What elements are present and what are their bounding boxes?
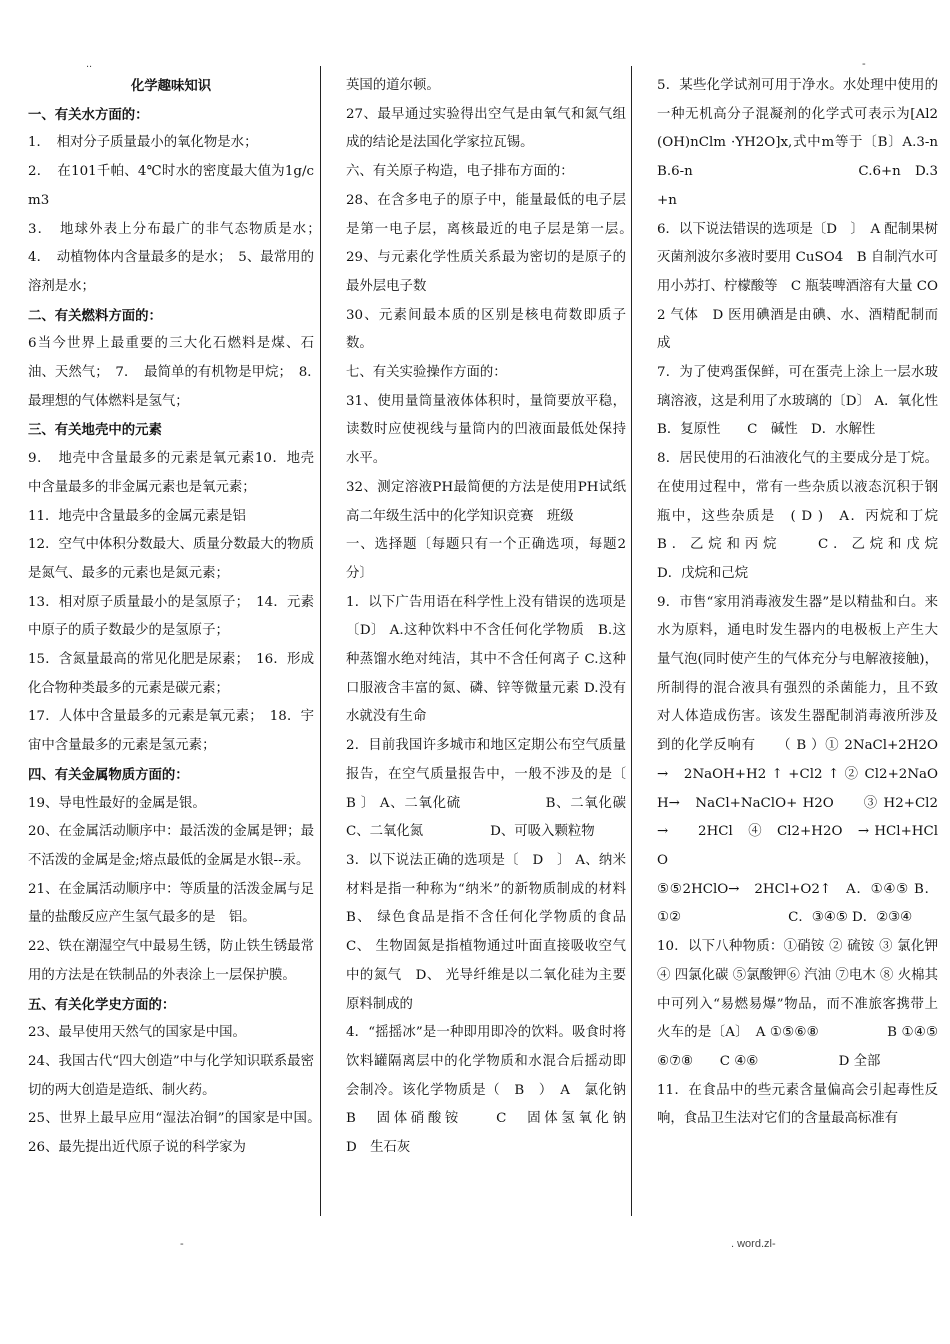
column-divider-left xyxy=(320,66,321,1216)
column-divider-right xyxy=(631,66,632,1216)
paragraph: 10．以下八种物质：①硝铵 ② 硫铵 ③ 氯化钾 ④ 四氯化碳 ⑤氯酸钾⑥ 汽油 ⑦电木 ⑧ 火棉其中可列入“易燃易爆”物品，而不准旅客携带上火车的是〔A〕 A ①⑤⑥⑧ B ①④⑤⑥⑦⑧ C ④⑥ D 全部 xyxy=(657,939,938,1069)
paragraph: 19、导电性最好的金属是银。 xyxy=(28,795,206,811)
paragraph: 22、铁在潮湿空气中最易生锈，防止铁生锈最常用的方法是在铁制品的外表涂上一层保护膜。 xyxy=(28,939,314,983)
paragraph: 8．居民使用的石油液化气的主要成分是丁烷。在使用过程中，常有一些杂质以液态沉积于钢瓶中，这些杂质是 ( D ) A．丙烷和丁烷 B．乙烷和丙烷 C．乙烷和戊烷 D．戊烷和己烷 xyxy=(657,451,938,581)
top-right-mark: - xyxy=(862,58,866,70)
paragraph: 一、选择题〔每题只有一个正确选项，每题2分〕 xyxy=(346,537,626,581)
paragraph: 21、在金属活动顺序中：等质量的活泼金属与足量的盐酸反应产生氢气最多的是 铝。 xyxy=(28,881,314,926)
paragraph: 11．地壳中含量最多的金属元素是铝 xyxy=(28,508,246,524)
paragraph: 2． 在101千帕、4℃时水的密度最大值为1g/cm3 xyxy=(28,164,314,208)
document-title: 化学趣味知识 xyxy=(130,78,212,94)
paragraph: 5．某些化学试剂可用于净水。水处理中使用的一种无机高分子混凝剂的化学式可表示为[Al2(OH)nClm ·YH2O]x,式中m等于〔B〕A.3-n B.6-n C.6+n D.3+n xyxy=(657,78,938,208)
paragraph: 20、在金属活动顺序中：最活泼的金属是钾；最不活泼的金属是金;熔点最低的金属是水银--汞。 xyxy=(28,824,314,868)
paragraph: 3．以下说法正确的选项是〔 D 〕 A、纳米材料是指一种称为“纳米”的新物质制成的材料 B、 绿色食品是指不含任何化学物质的食品 C、 生物固氮是指植物通过叶面直接吸收空气中的氮气 D、 光导纤维是以二氧化硅为主要原料制成的 xyxy=(346,852,626,1012)
paragraph: 4．“摇摇冰”是一种即用即冷的饮料。吸食时将饮料罐隔离层中的化学物质和水混合后摇动即会制冷。该化学物质是（ B ） A 氯化钠 B 固体硝酸铵 C 固体氢氧化钠 D 生石灰 xyxy=(346,1025,626,1156)
paragraph: 6当今世界上最重要的三大化石燃料是煤、石油、天然气； 7． 最简单的有机物是甲烷； 8． 最理想的气体燃料是氢气； xyxy=(28,336,314,409)
paragraph: 32、测定溶液PH最简便的方法是使用PH试纸 高二年级生活中的化学知识竞赛 班级 xyxy=(346,479,626,524)
right-text-column xyxy=(657,72,938,1220)
paragraph: 11．在食品中的些元素含量偏高会引起毒性反响，食品卫生法对它们的含量最高标准有 xyxy=(657,1082,938,1127)
footer-left-mark: - xyxy=(180,1238,184,1250)
section-heading: 二、有关燃料方面的： xyxy=(28,307,162,324)
paragraph: 7．为了使鸡蛋保鲜，可在蛋壳上涂上一层水玻璃溶液，这是利用了水玻璃的〔D〕 A．氧化性 B．复原性 C 碱性 D．水解性 xyxy=(657,365,938,438)
paragraph: 1．以下广告用语在科学性上没有错误的选项是〔D〕 A.这种饮料中不含任何化学物质 B.这种蒸馏水绝对纯洁，其中不含任何离子 C.这种口服液含丰富的氮、磷、锌等微量元素 D.没有水就没有生命 xyxy=(346,594,626,725)
paragraph: 1． 相对分子质量最小的氧化物是水； xyxy=(28,135,258,151)
paragraph: 2．目前我国许多城市和地区定期公布空气质量报告，在空气质量报告中，一般不涉及的是〔 B 〕 A、二氧化硫 B、二氧化碳 C、二氧化氮 D、可吸入颗粒物 xyxy=(346,738,626,840)
paragraph: 31、使用量筒量液体体积时，量筒要放平稳，读数时应使视线与量筒内的凹液面最低处保持水平。 xyxy=(346,393,626,467)
paragraph: 24、我国古代“四大创造”中与化学知识联系最密切的两大创造是造纸、制火药。 xyxy=(28,1053,314,1098)
section-heading: 五、有关化学史方面的： xyxy=(28,996,176,1013)
paragraph: 12．空气中体积分数最大、质量分数最大的物质是氮气、最多的元素也是氮元素； xyxy=(28,537,314,581)
top-left-mark: .. xyxy=(86,58,93,70)
paragraph: 17．人体中含量最多的元素是氧元素； 18．宇宙中含量最多的元素是氢元素； xyxy=(28,709,314,754)
section-heading: 四、有关金属物质方面的： xyxy=(28,766,189,783)
section-heading: 一、有关水方面的： xyxy=(28,106,149,123)
section-heading: 三、有关地壳中的元素 xyxy=(28,422,162,439)
paragraph: 六、有关原子构造，电子排布方面的： xyxy=(346,164,574,180)
paragraph: 3． 地球外表上分布最广的非气态物质是水； 4． 动植物体内含量最多的是水； 5、最常用的溶剂是水； xyxy=(28,221,314,294)
paragraph: 9． 地壳中含量最多的元素是氧元素10．地壳中含量最多的非金属元素也是氧元素； xyxy=(28,451,314,495)
paragraph: 15．含氮量最高的常见化肥是尿素； 16．形成化合物种类最多的元素是碳元素； xyxy=(28,652,314,696)
paragraph: 25、世界上最早应用“湿法冶铜”的国家是中国。 26、最先提出近代原子说的科学家为 xyxy=(28,1111,314,1156)
paragraph: ⑤⑤2HClO→ 2HCl+O2↑ A．①④⑤ B．①② C．③④⑤ D．②③④ xyxy=(657,881,938,926)
paragraph: 6．以下说法错误的选项是〔D 〕 A 配制果树灭菌剂波尔多液时要用 CuSO4 B 自制汽水可用小苏打、柠檬酸等 C 瓶装啤酒溶有大量 CO2 气体 D 医用碘酒是由碘、水、酒精配制而成 xyxy=(657,221,938,352)
paragraph: 30、元素间最本质的区别是核电荷数即质子数。 xyxy=(346,307,626,352)
paragraph: 9．市售“家用消毒液发生器”是以精盐和白。来水为原料，通电时发生器内的电极板上产生大量气泡(同时使产生的气体充分与电解液接触)，所制得的混合液具有强烈的杀菌能力，且不致对人体造成伤害。该发生器配制消毒液所涉及到的化学反响有 （ B ）① 2NaCl+2H2O → 2NaOH+H2 ↑ +Cl2 ↑ ② Cl2+2NaOH→ NaCl+NaClO+ H2O ③ H2+Cl2 → 2HCl ④ Cl2+H2O → HCl+HClO xyxy=(657,594,938,868)
paragraph: 英国的道尔顿。 xyxy=(346,78,440,93)
paragraph: 13．相对原子质量最小的是氢原子； 14．元素中原子的质子数最少的是氢原子； xyxy=(28,594,314,639)
paragraph: 七、有关实验操作方面的： xyxy=(346,365,507,381)
middle-text-column xyxy=(346,72,626,1220)
paragraph: 28、在含多电子的原子中，能量最低的电子层是第一电子层，离核最近的电子层是第一层。 29、与元素化学性质关系最为密切的是原子的最外层电子数 xyxy=(346,192,626,294)
footer-right-mark: . word.zl- xyxy=(731,1238,776,1250)
left-text-column xyxy=(28,72,314,1220)
paragraph: 23、最早使用天然气的国家是中国。 xyxy=(28,1025,246,1041)
paragraph: 27、最早通过实验得出空气是由氧气和氮气组成的结论是法国化学家拉瓦锡。 xyxy=(346,106,626,151)
